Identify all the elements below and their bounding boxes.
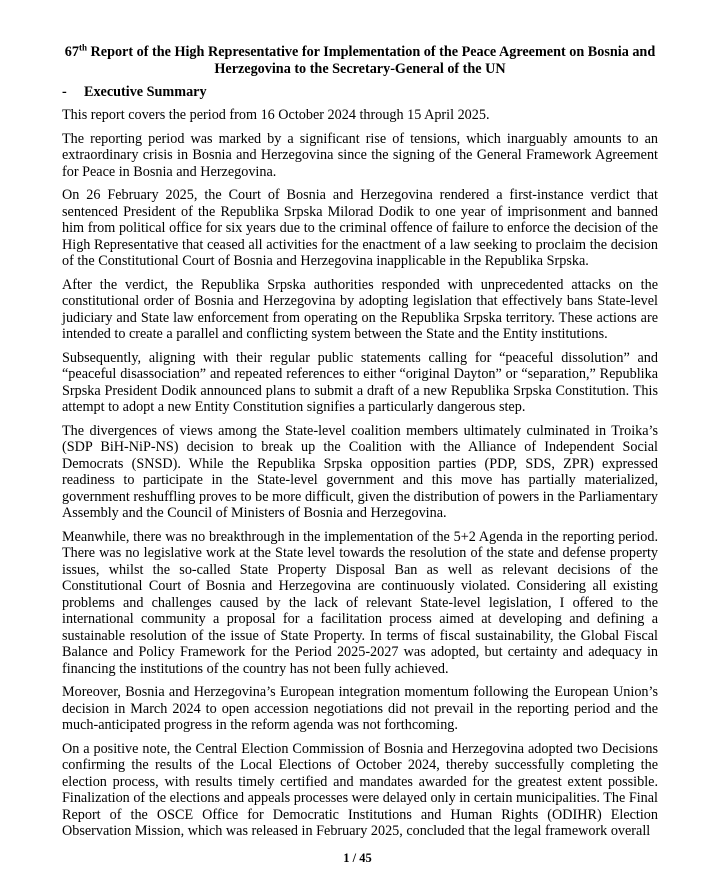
section-heading: [62, 84, 658, 101]
paragraph-3: On 26 February 2025, the Court of Bosnia and Herzegovina rendered a first-instance verdict that sentenced President of the Republika Srpska Milorad Dodik to one year of imprisonment and banned him from political office for six years due to the criminal offence of failure to enforce the decision of the High Representative that ceased all activities for the enactment of a law seeking to proclaim the decision of the Constitutional Court of Bosnia and Herzegovina inapplicable in the Republika Srpska.: [62, 187, 658, 269]
section-bullet: -: [62, 84, 67, 100]
paragraph-6: The divergences of views among the State-level coalition members ultimately culminated in Troika’s (SDP BiH-NiP-NS) decision to break up the Coalition with the Alliance of Independent Social Democrats (SNSD). While the Republika Srpska opposition parties (PDP, SDS, ZPR) expressed readiness to participate in the State-level government and this move has partially materialized, government reshuffling proves to be more difficult, given the distribution of powers in the Parliamentary Assembly and the Council of Ministers of Bosnia and Herzegovina.: [62, 422, 658, 521]
paragraph-5: Subsequently, aligning with their regular public statements calling for “peaceful dissolution” and “peaceful disassociation” and repeated references to either “original Dayton” or “separation,” Republika Srpska President Dodik announced plans to submit a draft of a new Republika Srpska Constitution. This attempt to adopt a new Entity Constitution signifies a particularly dangerous step.: [62, 349, 658, 415]
report-title: [62, 44, 658, 78]
section-heading-text: Executive Summary: [84, 84, 207, 100]
paragraph-8: Moreover, Bosnia and Herzegovina’s European integration momentum following the European Union’s decision in March 2024 to open accession negotiations did not prevail in the reporting period and the much-anticipated progress in the reform agenda was not forthcoming.: [62, 684, 658, 733]
paragraph-1: This report covers the period from 16 October 2024 through 15 April 2025.: [62, 107, 490, 123]
paragraph-4: After the verdict, the Republika Srpska authorities responded with unprecedented attacks on the constitutional order of Bosnia and Herzegovina by adopting legislation that effectively bans State-level judiciary and State law enforcement from operating on the Republika Srpska territory. These actions are intended to create a parallel and conflicting system between the State and the Entity institutions.: [62, 276, 658, 342]
title-ordinal-number: 67: [64, 44, 79, 60]
page-number: 1 / 45: [343, 851, 372, 865]
paragraph-7: Meanwhile, there was no breakthrough in the implementation of the 5+2 Agenda in the reporting period. There was no legislative work at the State level towards the resolution of the state and defense property issues, whilst the so-called State Property Disposal Ban as well as relevant decisions of the Constitutional Court of Bosnia and Herzegovina are continuously violated. Considering all existing problems and challenges caused by the lack of relevant State-level legislation, I offered to the international community a proposal for a facilitation process aimed at developing and defining a sustainable resolution of the issue of State Property. In terms of fiscal sustainability, the Global Fiscal Balance and Policy Framework for the Period 2025-2027 was adopted, but certainty and adequacy in financing the institutions of the country has not been fully achieved.: [62, 528, 658, 677]
paragraph-2: The reporting period was marked by a significant rise of tensions, which inarguably amounts to an extraordinary crisis in Bosnia and Herzegovina since the signing of the General Framework Agreement for Peace in Bosnia and Herzegovina.: [62, 130, 658, 180]
title-ordinal-suffix: th: [78, 42, 87, 53]
paragraph-9: On a positive note, the Central Election Commission of Bosnia and Herzegovina adopted two Decisions confirming the results of the Local Elections of October 2024, thereby successfully completing the election process, with results timely certified and mandates awarded for the greatest extent possible. Finalization of the elections and appeals processes were delayed only in certain municipalities. The Final Report of the OSCE Office for Democratic Institutions and Human Rights (ODIHR) Election Observation Mission, which was released in February 2025, concluded that the legal framework overall: [62, 740, 658, 839]
title-text: Report of the High Representative for Implementation of the Peace Agreement on Bosnia and Herzegovina to the Secretary-General of the UN: [86, 44, 656, 77]
document-page: [62, 44, 658, 847]
